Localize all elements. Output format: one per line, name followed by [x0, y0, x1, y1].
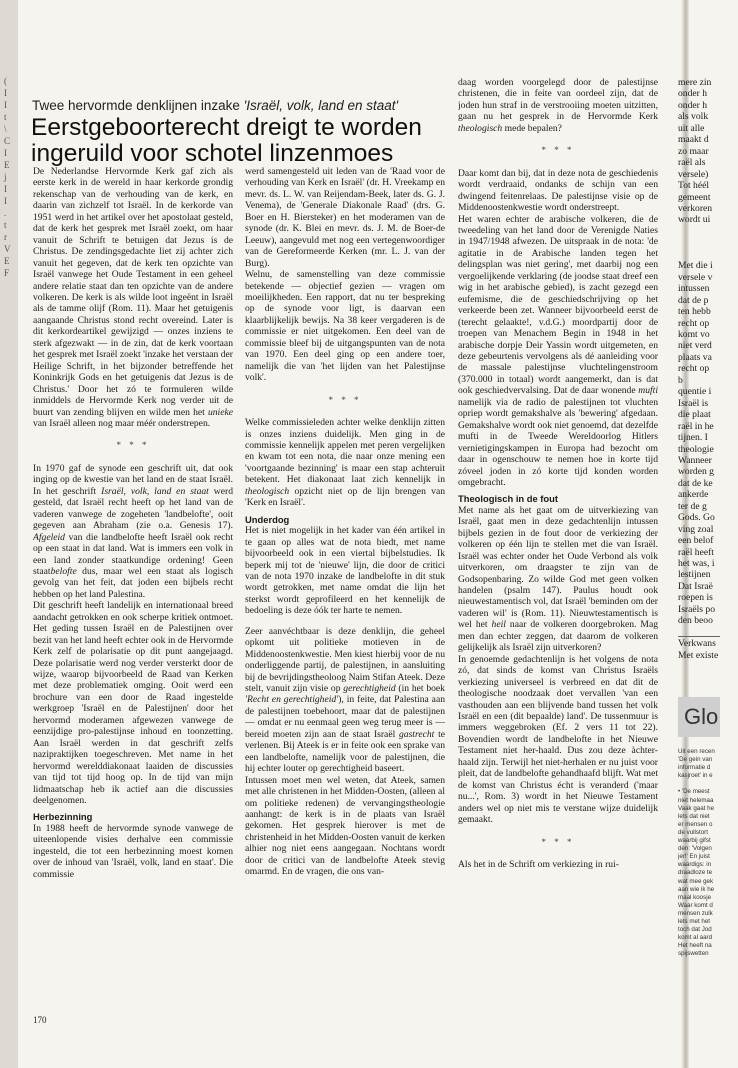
subheading-theologisch: Theologisch in de fout — [458, 493, 558, 505]
margin-mark: t — [4, 112, 7, 122]
margin-mark: . — [4, 208, 7, 218]
facing-page-line: roepen is — [678, 592, 713, 604]
article-column-2 — [245, 166, 445, 1026]
paragraph: In 1970 gaf de synode een geschrift uit, dat ook inging op de kwestie van het land en de staat Israël. In het geschrift Israël, volk, land en staat werd gesteld, dat Israël recht heeft op het land van de vaderen vanwege de zogeheten 'landbelofte', ooit gegeven aan Abraham (zie o.a. Genesis 17). Afgeleid van die landbelofte heeft Israël ook recht op een staat in dat land. Wat is immers een volk in een land zonder staatkundige ordening! Geen staatbelofte dus, maar wel een staat als logisch gevolg van het feit, dat joden een bijbels recht hebben op het land Palestina. — [33, 462, 233, 600]
margin-mark: \ — [4, 124, 7, 134]
paragraph: Intussen moet men wel weten, dat Ateek, samen met alle christenen in het Midden-Oosten, (alleen al om politieke redenen) de vervangingstheologie aanhangt: de kerk is in de plaats van Israël gekomen. Het gesprek hierover is met de christenheid in het Midden-Oosten vanuit de kerken alhier nog niet eens aangegaan. Nochtans wordt door de critici van de landbelofte Ateek stevig omarmd. En de vragen, die ons van- — [245, 774, 445, 878]
margin-mark: E — [4, 160, 10, 170]
facing-page-line: raël in he — [678, 420, 714, 432]
facing-page-line: Israëls po — [678, 603, 716, 615]
facing-page-line: den beoo — [678, 615, 713, 627]
facing-page-line: Wanneer — [678, 454, 712, 466]
margin-mark: r — [4, 232, 7, 242]
facing-page-line: intussen — [678, 283, 710, 295]
facing-page-line: Verkwans — [678, 638, 716, 650]
facing-page-line: Dat Israë — [678, 580, 713, 592]
paragraph: Met name als het gaat om de uitverkiezing van Israël, gaat men in deze gedachtenlijn intussen bijbels gezien in de fout door de verkiezing der volkeren op één lijn te stellen met die van Israël. Israël was echter onder het Oude Verbond als volk uitverkoren, om draagster te zijn van de Godsopenbaring. Zo wilde God met geen volken handelen (psalm 147). Paulus houdt ook nieuwestamentisch vol, dat Israël 'beminden om der vaderen wil' is (Rom. 11). Nieuwtestamentisch is wel het heil naar de volkeren doorgebroken. Mag men dan echter zeggen, dat daarom de volkeren gelijkelijk als Israël zijn uitverkoren? — [458, 504, 658, 654]
paragraph: Het is niet mogelijk in het kader van één artikel in te gaan op alles wat de nota biedt, met name bijvoorbeeld ook in een viertal bijbelstudies. Ik beperk mij tot de 'nieuwe' lijn, die door de critici van de nota 1970 inzake de landbelofte in dit stuk wordt getrokken, met name omdat die lijn het sterkst wordt geprofileerd en het kennelijk de bedoeling is deze óók ter harte te nemen. — [245, 525, 445, 617]
sidebar-line: den: 'Volgen — [678, 845, 712, 853]
facing-page-line: een belof — [678, 535, 714, 547]
sidebar-line: 'De gein van — [678, 756, 713, 764]
facing-page-line: onder h — [678, 88, 708, 100]
article-column-3 — [458, 77, 658, 1037]
facing-page-line — [678, 249, 720, 260]
paragraph: De Nederlandse Hervormde Kerk gaf zich als eerste kerk in de wereld in haar kerkorde grondig rekenschap van de verhouding van de kerk, en daarin van zichzelf tot Israël. In de kerkorde van 1951 werd in het artikel over het apostolaat gesteld, dat de kerk het gesprek met Israël zoekt, om haar vanuit de Schrift te betuigen dat Jezus is de Christus. De zendingsgedachte liet zij achter zich vanuit het gegeven, dat de kerk ten opzichte van Israël vanwege het Oude Testament in een geheel andere relatie staat dan ten opzichte van de andere volkeren. De kerk is als wilde loot ingeënt in Israël als de tamme olijf (Rom. 11). Maar het getuigenis aangaande Christus stond recht overeind. Later is dit kerkordeartikel gewijzigd — onzes inziens te sterk afgezwakt — in de zin, dat de kerk voortaan het gesprek met Israël zoekt 'inzake het verstaan der Heilige Schrift, in het bijzonder betreffende het Koninkrijk Gods en het getuigenis dat Jezus is de Christus.' Door het zó te formuleren wilde inmiddels de Hervormde Kerk nog verder uit de buurt van zending blijven en wilde men het unieke van Israël alleen nog maar méér onderstrepen. — [33, 166, 233, 429]
paragraph: daag worden voorgelegd door de palestijnse christenen, die in feite van oordeel zijn, dat de joden hun straf in de verstrooiing moeten uitzitten, gaan nu het gesprek in de Hervormde Kerk theologisch mede bepalen? — [458, 77, 658, 134]
facing-page-line: raël als — [678, 157, 706, 169]
paragraph: Het waren echter de arabische volkeren, die de tweedeling van het land door de Verenigde Naties in 1947/1948 afwezen. De uitspraak in de nota: 'de agitatie in de Arabische landen tegen het delingsplan was niet gering', met daarbij nog een vergoelijkende verklaring (de joodse staat dreef een wig in het arabische gebied), is zacht gezegd een eufemisme, die de geschiedschrijving op het verkeerde been zet. Wanneer bijvoorbeeld eerst de (terecht gelaakte!, v.d.G.) moordpartij door de troepen van Menachem Begin in 1948 in het arabische dorpje Deir Yassin wordt uitgemeten, en deze gebeurtenis vervolgens als dé aanleiding voor de massale palestijnse vluchtelingenstroom (370.000 in totaal) wordt aangemerkt, dan is dat ook geschiedvervalsing. Dat de daar wonende mufti namelijk via de radio de palestijnen tot vluchten opriep wordt gemakshalve als 'bewering' afgedaan. Gemakshalve wordt ook niet genoemd, dat dezelfde mufti in de Tweede Wereldoorlog Hitlers vernietigingskampen in Europa had bezocht om daar in ogenschouw te nemen hoe in korte tijd zóveel joden in zó korte tijd konden worden omgebracht. — [458, 213, 658, 488]
facing-page-line: ving zoal — [678, 523, 714, 535]
facing-page-line: het was, i — [678, 558, 715, 570]
sidebar-line: aan wie ik he — [678, 885, 715, 893]
facing-page-line: Gods. Go — [678, 512, 715, 524]
sidebar-line: mensen zulk — [678, 909, 713, 917]
facing-page-line: quentie i — [678, 386, 712, 398]
sidebar-line: waardigs: in — [678, 861, 712, 869]
margin-mark: F — [4, 268, 10, 278]
promo-box-title: Glo — [684, 704, 719, 729]
sidebar-line: maal koosje — [678, 893, 712, 901]
sidebar-line: komt al aard — [678, 934, 713, 942]
paragraph: werd samengesteld uit leden van de 'Raad voor de verhouding van Kerk en Israël' (dr. H. Vreekamp en mevr. ds. L. W. van Reijendam-Beek, later ds. G. J. Venema), de 'Generale Diakonale Raad' (drs. G. Boer en H. Biersteker) en het moderamen van de synode (dr. K. Blei en mevr. ds. J. M. de Boer-de Leeuw), aangevuld met nog een vertegenwoordiger van de Gereformeerde Kerken (mr. L. J. van der Burg). — [245, 166, 445, 269]
facing-page-line — [678, 226, 720, 237]
facing-page-line: versele v — [678, 271, 713, 283]
facing-page-rule — [678, 636, 720, 637]
kicker — [32, 98, 398, 113]
facing-page-line: Israël is — [678, 397, 709, 409]
facing-page-line: Met die i — [678, 260, 713, 272]
facing-page-line: dat de ke — [678, 477, 713, 489]
facing-page-line: recht op — [678, 317, 710, 329]
sidebar-line: niet helemaa — [678, 796, 714, 804]
subheading-underdog: Underdog — [245, 513, 290, 525]
facing-page-sidebar-text — [678, 748, 720, 968]
facing-page-column — [678, 77, 720, 717]
left-margin-marks — [4, 75, 14, 279]
margin-mark: I — [4, 88, 7, 98]
paragraph: Daar komt dan bij, dat in deze nota de geschiedenis wordt verdraaid, ondanks de schijn van een dwingend feitenrelaas. De palestijnse visie op de Middenoostenkwestie wordt onderstreept. — [458, 167, 658, 214]
paragraph: Welnu, de samenstelling van deze commissie betekende — objectief gezien — vragen om moeilijkheden. Een rapport, dat nu ter bespreking op de synode voor ligt, is daarvan een klaarblijkelijk bewijs. Na 38 keer vergaderen is de commissie er niet uitgekomen. Een deel van de commissie bleef bij de uitgangspunten van de nota van 1970. Een deel ging op een andere toer, namelijk die van 'het lijden van het Palestijnse volk'. — [245, 269, 445, 384]
facing-page-line: dat de p — [678, 294, 709, 306]
facing-page-line: mere zin — [678, 77, 712, 88]
margin-mark: I — [4, 148, 7, 158]
margin-mark: I — [4, 184, 7, 194]
kicker-plain: Twee hervormde denklijnen inzake — [32, 98, 244, 113]
sidebar-line: de vullstort — [678, 828, 708, 836]
sidebar-line: lets met het — [678, 917, 710, 925]
page-number: 170 — [33, 1015, 47, 1025]
facing-page-line: uit alle — [678, 122, 705, 134]
facing-page-line: tijnen. I — [678, 432, 708, 444]
sidebar-line: informatie d — [678, 764, 711, 772]
facing-page-line: wordt ui — [678, 214, 711, 226]
section-divider: * * * — [328, 394, 362, 405]
paragraph: Dit geschrift heeft landelijk en internationaal breed aandacht getrokken en ook scherpe kritiek ontmoet. Het geding tussen Israël en de Palestijnen over bezit van het land heeft echter ook in de Hervormde Kerk zelf de polarisatie op dit punt aangejaagd. Deze polarisatie werd nog verder versterkt door de wijze, waarop bijvoorbeeld de Raad van Kerken met deze problematiek omging. Ooit werd een brochure van een door de Raad ingestelde werkgroep 'Israël en de Palestijnen' door het hervormd moderamen afgewezen vanwege de eenzijdige pro-palestijnse inhoud en toonzetting. Aan Israël werden in dat geschrift zelfs nazipraktijken toegeschreven. Met name in het hervormd werelddiakonaat laaiden de discussies van tijd tot tijd hoog op. In de tijd van mijn lidmaatschap heb ik actief aan die discussies deelgenomen. — [33, 600, 233, 807]
facing-page-line: ten hebb — [678, 306, 711, 318]
facing-page-line: theologie — [678, 443, 714, 455]
margin-mark: C — [4, 136, 11, 146]
sidebar-line: jer!' En juist — [678, 853, 710, 861]
margin-mark: I — [4, 196, 7, 206]
facing-page-line: maakt d — [678, 134, 709, 146]
margin-mark: I — [4, 100, 7, 110]
kicker-italic: 'Israël, volk, land en staat' — [243, 98, 399, 113]
sidebar-line: draadloze te — [678, 869, 713, 877]
facing-page-line: die plaat — [678, 409, 711, 421]
sidebar-line: Waar komt d — [678, 901, 713, 909]
margin-mark: E — [4, 256, 10, 266]
sidebar-line: • 'De meest — [678, 788, 710, 796]
facing-page-promo-box — [678, 697, 720, 737]
facing-page-line: onder h — [678, 99, 708, 111]
sidebar-line: kasjroet' in e — [678, 772, 713, 780]
margin-mark: V — [4, 244, 11, 254]
sidebar-line: spijswetten — [678, 950, 709, 958]
article-column-1 — [33, 166, 233, 1026]
paragraph: In 1988 heeft de hervormde synode vanwege de uiteenlopende visies derhalve een commissie ingesteld, die tot een herbezinning moest komen over de inhoud van 'Israël, volk, land en staat'. Die commissie — [33, 822, 233, 880]
section-divider: * * * — [541, 836, 575, 847]
sidebar-line: Uit een recen — [678, 748, 715, 755]
facing-page-line: worden g — [678, 466, 714, 478]
paragraph: Welke commissieleden achter welke denklijn zitten is onzes inziens duidelijk. Men ging in de commissie kennelijk appelen met peren vergelijken en kwam tot een nota, die naar onze mening een 'voortgaande bezinning' is maar een stap achteruit betekent. Het diakonaat laat zich kennelijk in theologisch opzicht niet op de lijn brengen van 'Kerk en Israël'. — [245, 417, 445, 509]
facing-page-line: niet verd — [678, 340, 712, 352]
facing-page-line: Tot héél — [678, 180, 710, 192]
sidebar-line: waarbij gifst — [678, 837, 711, 845]
sidebar-line: lets dat niet — [678, 812, 710, 820]
headline: Eerstgeboorterecht dreigt te worden ingeruild voor schotel linzenmoes — [31, 114, 422, 167]
section-divider: * * * — [116, 440, 150, 451]
facing-page-line: komt vo — [678, 328, 710, 340]
facing-page-line: plaats va — [678, 351, 712, 363]
margin-mark: ( — [4, 76, 7, 86]
margin-mark: j — [4, 172, 7, 182]
sidebar-line: wat mee gek — [678, 877, 714, 885]
sidebar-line: Het heeft na — [678, 942, 712, 950]
paragraph: Zeer aanvéchtbaar is deze denklijn, die geheel opkomt uit politieke motieven in de Middenoostenkwestie. Men kiest hierbij voor de nu onderliggende partij, de palestijnen, in aansluiting bij de bevrijdingstheoloog Naim Stifan Ateek. Deze stelt, vanuit zijn visie op gerechtigheid (in het boek 'Recht en gerechtigheid'), in feite, dat Palestina aan de palestijnen toebehoort, maar dat de palestijnen — omdat er nu eenmaal geen weg terug meer is — bereid moeten zijn aan de staat Israël gastrecht te verlenen. Bij Ateek is er in feite ook een sprake van een landbelofte, namelijk voor de palestijnen, die hij echter louter op gerechtigheid baseert. — [245, 625, 445, 775]
section-divider: * * * — [541, 145, 575, 156]
paragraph: Als het in de Schrift om verkiezing in rui- — [458, 859, 619, 870]
facing-page-line: verkoren — [678, 202, 713, 214]
facing-page-line: recht op — [678, 363, 710, 375]
sidebar-line — [678, 780, 720, 788]
facing-page-line — [678, 237, 720, 248]
paragraph: In genoemde gedachtenlijn is het volgens de nota zó, dat sinds de komst van Christus Israëls verkiezing universeel is verbreed en dat dit de theologische noodzaak doet vervallen 'van een vasthouden aan een blijvende band tussen het volk Israël en een (dit bepaalde) land'. De tussenmuur is immers weggebroken (Ef. 2 vers 11 tot 22). Bovendien wordt de landbelofte in het Nieuwe Testament niet her-haald. Dus zou deze àchter-haald zijn. Terwijl het niet-herhalen er nu juist voor pleit, dat de landbelofte gehandhaafd blijft. Wat met de komst van Christus écht is veranderd ('maar nu...', Rom. 3) wordt in het Nieuwe Testament anders wel op niet mis te verstane wijze duidelijk gemaakt. — [458, 653, 658, 826]
facing-page-line: b — [678, 374, 683, 386]
facing-page-line: lestijnen — [678, 569, 711, 581]
facing-page-line: als volk — [678, 111, 709, 123]
subheading-herbezinning: Herbezinning — [33, 811, 93, 823]
facing-page-line: Met existe — [678, 649, 719, 661]
facing-page-line: versele) — [678, 168, 709, 180]
facing-page-line: zo maar — [678, 145, 709, 157]
sidebar-line: toch dat Jod — [678, 926, 712, 934]
facing-page-line: ankerde — [678, 489, 709, 501]
facing-page-line: raël heeft — [678, 546, 714, 558]
sidebar-line: Vaak gaat he — [678, 804, 715, 812]
facing-page-line: ter de g — [678, 500, 707, 512]
facing-page-line: gemeent — [678, 191, 711, 203]
margin-mark: t — [4, 220, 7, 230]
sidebar-line: er mensen o — [678, 820, 713, 828]
